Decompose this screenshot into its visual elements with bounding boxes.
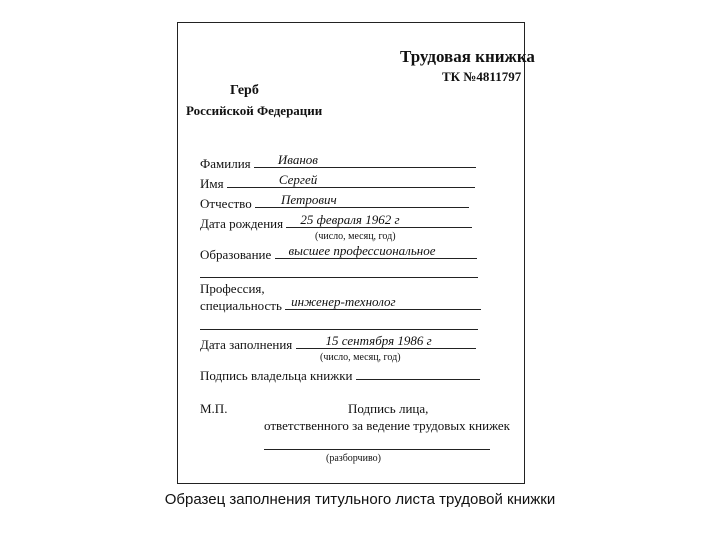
surname-label: Фамилия	[200, 156, 251, 171]
surname-value: Иванов	[277, 152, 318, 167]
birth-date-hint: (число, месяц, год)	[315, 231, 396, 242]
responsible-signature-line	[264, 449, 490, 450]
surname-line	[254, 152, 476, 168]
responsible-signature-hint: (разборчиво)	[326, 453, 381, 464]
birth-date-value: 25 февраля 1962 г	[300, 212, 400, 227]
emblem-subtitle: Российской Федерации	[186, 103, 323, 118]
owner-signature-line	[356, 367, 480, 380]
name-line	[227, 172, 475, 188]
responsible-signature-label-2: ответственного за ведение трудовых книжек	[264, 418, 510, 433]
profession-value: инженер-технолог	[291, 294, 396, 309]
birth-date-label: Дата рождения	[200, 216, 284, 231]
responsible-signature-label-1: Подпись лица,	[348, 401, 429, 416]
education-row	[200, 243, 477, 263]
emblem-title: Герб	[230, 83, 259, 98]
document-sheet	[177, 22, 535, 484]
profession-label-2: специальность	[200, 298, 282, 313]
fill-date-line	[296, 333, 476, 349]
profession-extra-line	[200, 329, 478, 330]
fill-date-hint: (число, месяц, год)	[320, 352, 401, 363]
surname-row	[200, 152, 476, 172]
name-row	[200, 172, 475, 192]
patronymic-value: Петрович	[280, 192, 337, 207]
birth-date-row	[200, 212, 472, 232]
fill-date-row	[200, 333, 476, 353]
patronymic-row	[200, 192, 469, 212]
profession-row	[200, 294, 481, 314]
fill-date-label: Дата заполнения	[200, 337, 293, 352]
document-title: Трудовая книжка	[400, 47, 535, 66]
profession-label-1: Профессия,	[200, 281, 265, 296]
birth-date-line	[286, 212, 472, 228]
profession-line	[285, 294, 481, 310]
education-label: Образование	[200, 247, 272, 262]
fill-date-value: 15 сентября 1986 г	[325, 333, 432, 348]
name-label: Имя	[200, 176, 224, 191]
patronymic-line	[255, 192, 469, 208]
education-value: высшее профессиональное	[288, 243, 436, 258]
owner-signature-row	[200, 367, 480, 384]
document-number: ТК №4811797	[442, 69, 522, 84]
education-extra-line	[200, 277, 478, 278]
image-caption: Образец заполнения титульного листа трудовой книжки	[164, 491, 556, 508]
owner-signature-label: Подпись владельца книжки	[200, 368, 353, 383]
name-value: Сергей	[278, 172, 318, 187]
education-line	[275, 243, 477, 259]
stamp-place: М.П.	[200, 401, 228, 416]
patronymic-label: Отчество	[200, 196, 252, 211]
